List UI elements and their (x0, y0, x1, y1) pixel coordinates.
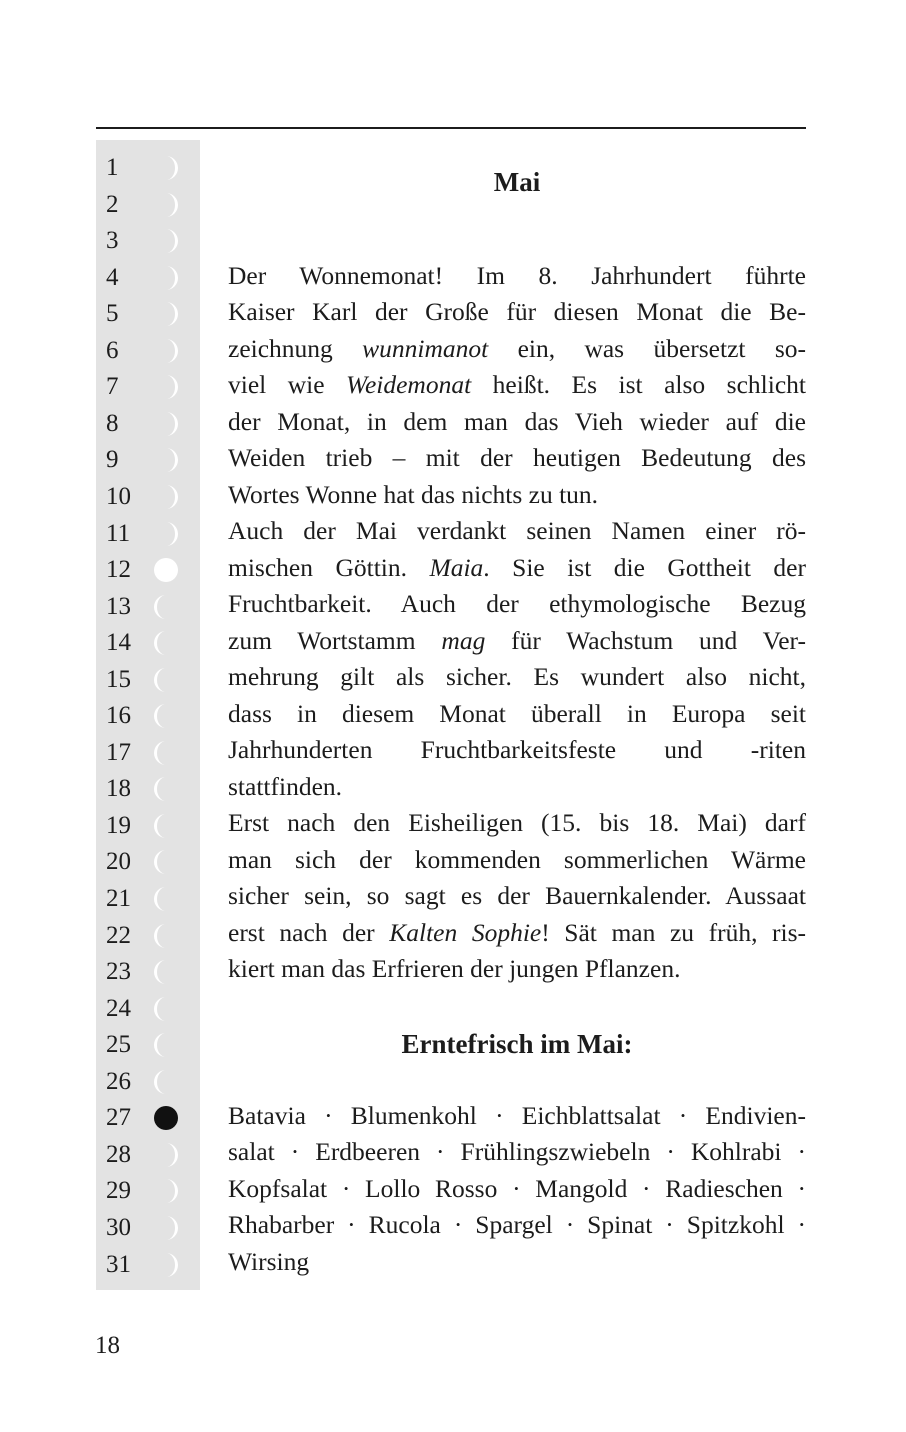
waxing-moon-icon (152, 410, 180, 438)
waxing-moon-icon (152, 227, 180, 255)
text-run: mischen Göttin. (228, 553, 430, 582)
day-number: 25 (106, 1031, 131, 1059)
day-number: 13 (106, 592, 131, 620)
page-number: 18 (95, 1332, 120, 1359)
text-line: Kaiser Karl der Große für diesen Monat die Be- (228, 297, 806, 326)
day-row (96, 552, 200, 588)
waning-moon-icon (152, 1068, 180, 1096)
italic-term: Maia (429, 553, 484, 582)
waning-moon-icon (152, 593, 180, 621)
day-number: 6 (106, 336, 119, 364)
day-number: 31 (106, 1250, 131, 1278)
page-title: Mai (493, 167, 541, 197)
day-number: 16 (106, 702, 131, 730)
day-number: 26 (106, 1067, 131, 1095)
day-number: 27 (106, 1104, 131, 1132)
day-number: 9 (106, 446, 119, 474)
day-row (96, 808, 200, 844)
waning-moon-icon (152, 629, 180, 657)
text-line (228, 367, 806, 404)
waxing-moon-icon (152, 264, 180, 292)
day-number: 21 (106, 885, 131, 912)
text-line: mehrung gilt als sicher. Es wundert also nicht, (228, 662, 806, 691)
text-line: stattfinden. (228, 772, 343, 801)
day-row (96, 698, 200, 734)
day-number: 8 (106, 409, 119, 437)
text-run: ein, was übersetzt so- (488, 334, 806, 363)
day-row (96, 954, 200, 990)
waxing-moon-icon (152, 191, 180, 219)
text-line: Weiden trieb – mit der heutigen Bedeutung des (228, 443, 806, 472)
harvest-line: Wirsing (228, 1247, 310, 1276)
text-run: zeichnung (228, 334, 363, 363)
waning-moon-icon (152, 739, 180, 767)
waxing-moon-icon (152, 483, 180, 511)
text-run: . Sie ist die Gottheit der (483, 553, 806, 582)
day-number: 15 (106, 665, 131, 693)
day-number: 3 (106, 227, 119, 255)
text-line: Jahrhunderten Fruchtbarkeitsfeste und -riten (228, 735, 806, 764)
day-number: 1 (106, 154, 119, 181)
waning-moon-icon (152, 958, 180, 986)
italic-term: mag (441, 626, 486, 655)
day-number: 10 (106, 482, 131, 510)
day-number: 28 (106, 1140, 131, 1168)
harvest-line: Rhabarber · Rucola · Spargel · Spinat · Spitzkohl · (228, 1210, 806, 1239)
day-number: 7 (106, 373, 119, 401)
day-row (96, 223, 200, 259)
day-number: 20 (106, 848, 131, 876)
day-row (96, 406, 200, 442)
waning-moon-icon (152, 848, 180, 876)
harvest-heading: Erntefrisch im Mai: (401, 1029, 633, 1059)
text-line: Wortes Wonne hat das nichts zu tun. (228, 480, 599, 509)
day-number: 17 (106, 738, 131, 766)
italic-term: Kalten Sophie (389, 918, 542, 947)
day-row (96, 333, 200, 369)
waning-moon-icon (152, 922, 180, 950)
text-line: Erst nach den Eisheiligen (15. bis 18. Mai) darf (228, 808, 806, 837)
waxing-moon-icon (152, 520, 180, 548)
text-line: man sich der kommenden sommerlichen Wärme (228, 845, 806, 874)
italic-term: Weidemonat (346, 370, 472, 399)
day-row (96, 589, 200, 625)
text-line (228, 623, 806, 660)
text-run: ! Sät man zu früh, ris- (541, 918, 807, 947)
day-row (96, 881, 200, 917)
waxing-moon-icon (152, 1214, 180, 1242)
day-number: 2 (106, 190, 119, 218)
day-number: 30 (106, 1213, 131, 1241)
waning-moon-icon (152, 1031, 180, 1059)
text-run: viel wie (228, 370, 347, 399)
day-number: 24 (106, 994, 131, 1022)
day-row (96, 735, 200, 771)
day-number: 14 (106, 629, 131, 657)
waning-moon-icon (152, 995, 180, 1023)
day-row (96, 1173, 200, 1209)
waxing-moon-icon (152, 1177, 180, 1205)
text-line: Auch der Mai verdankt seinen Namen einer rö- (228, 516, 806, 545)
day-number: 4 (106, 263, 119, 291)
text-line: sicher sein, so sagt es der Bauernkalender. Aussaat (228, 881, 806, 910)
text-run: für Wachstum und Ver- (485, 626, 806, 655)
harvest-line: Batavia · Blumenkohl · Eichblattsalat · Endivien- (228, 1101, 806, 1130)
waxing-moon-icon (152, 337, 180, 365)
day-row (96, 991, 200, 1027)
day-row (96, 844, 200, 880)
day-number: 12 (106, 556, 131, 584)
italic-term: wunnimanot (362, 334, 489, 363)
day-row (96, 296, 200, 332)
day-number: 18 (106, 775, 131, 803)
waxing-moon-icon (152, 373, 180, 401)
waning-moon-icon (152, 775, 180, 803)
waxing-moon-icon (152, 300, 180, 328)
day-row (96, 1210, 200, 1246)
day-number: 29 (106, 1177, 131, 1205)
waning-moon-icon (152, 666, 180, 694)
day-row (96, 150, 200, 186)
text-line: der Monat, in dem man das Vieh wieder auf die (228, 407, 806, 436)
text-run: zum Wortstamm (228, 626, 442, 655)
waxing-moon-icon (152, 1251, 180, 1279)
day-row (96, 918, 200, 954)
waxing-moon-icon (152, 154, 180, 182)
day-number: 19 (106, 811, 131, 839)
text-run: erst nach der (228, 918, 390, 947)
day-row (96, 1064, 200, 1100)
day-row (96, 369, 200, 405)
text-line: kiert man das Erfrieren der jungen Pflanzen. (228, 954, 681, 983)
day-row (96, 479, 200, 515)
day-row (96, 260, 200, 296)
new-moon-icon (152, 1104, 180, 1132)
day-row (96, 662, 200, 698)
text-line: dass in diesem Monat überall in Europa seit (228, 699, 806, 728)
text-line: Der Wonnemonat! Im 8. Jahrhundert führte (228, 261, 806, 290)
full-moon-icon (152, 556, 180, 584)
day-number: 5 (106, 300, 119, 328)
harvest-line: Kopfsalat · Lollo Rosso · Mangold · Radieschen · (228, 1174, 806, 1203)
text-line (228, 915, 806, 952)
day-row (96, 1137, 200, 1173)
waning-moon-icon (152, 812, 180, 840)
day-row (96, 516, 200, 552)
day-row (96, 625, 200, 661)
day-row (96, 1247, 200, 1283)
top-rule (96, 127, 806, 129)
day-row (96, 1100, 200, 1136)
day-number: 11 (106, 519, 131, 547)
text-run: heißt. Es ist also schlicht (471, 370, 806, 399)
text-line (228, 331, 806, 368)
day-row (96, 771, 200, 807)
harvest-line: salat · Erdbeeren · Frühlingszwiebeln · Kohlrabi · (228, 1137, 806, 1166)
day-row (96, 442, 200, 478)
text-line (228, 550, 806, 587)
day-row (96, 1027, 200, 1063)
waxing-moon-icon (152, 1141, 180, 1169)
day-row (96, 187, 200, 223)
waxing-moon-icon (152, 446, 180, 474)
text-line: Fruchtbarkeit. Auch der ethymologische Bezug (228, 589, 806, 618)
waning-moon-icon (152, 702, 180, 730)
waning-moon-icon (152, 885, 180, 913)
day-number: 23 (106, 958, 131, 986)
day-number: 22 (106, 921, 131, 949)
